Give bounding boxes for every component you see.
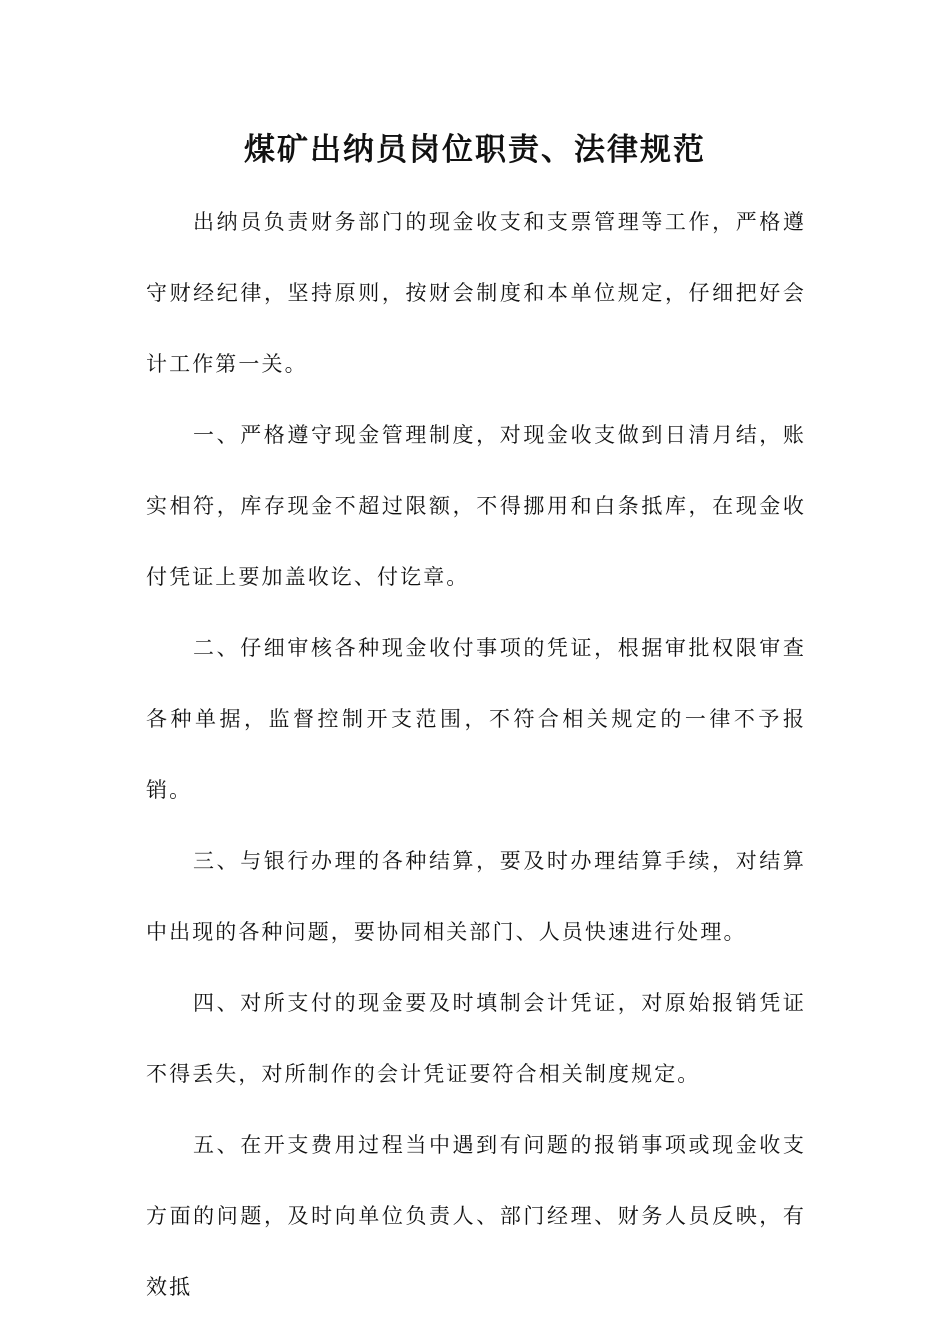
- paragraph-item-1: 一、严格遵守现金管理制度，对现金收支做到日清月结，账实相符，库存现金不超过限额，不得挪用和白条抵库，在现金收付凭证上要加盖收讫、付讫章。: [146, 423, 806, 589]
- paragraph-intro: 出纳员负责财务部门的现金收支和支票管理等工作，严格遵守财经纪律，坚持原则，按财会制度和本单位规定，仔细把好会计工作第一关。: [146, 210, 806, 376]
- document-title: 煤矿出纳员岗位职责、法律规范: [244, 132, 706, 168]
- paragraph-item-2: 二、仔细审核各种现金收付事项的凭证，根据审批权限审查各种单据，监督控制开支范围，不符合相关规定的一律不予报销。: [146, 636, 806, 802]
- paragraph-item-4: 四、对所支付的现金要及时填制会计凭证，对原始报销凭证不得丢失，对所制作的会计凭证要符合相关制度规定。: [146, 991, 806, 1086]
- paragraph-item-5: 五、在开支费用过程当中遇到有问题的报销事项或现金收支方面的问题，及时向单位负责人、部门经理、财务人员反映，有效抵: [146, 1133, 806, 1299]
- paragraph-item-3: 三、与银行办理的各种结算，要及时办理结算手续，对结算中出现的各种问题，要协同相关部门、人员快速进行处理。: [146, 849, 806, 944]
- document-body: [146, 187, 806, 1323]
